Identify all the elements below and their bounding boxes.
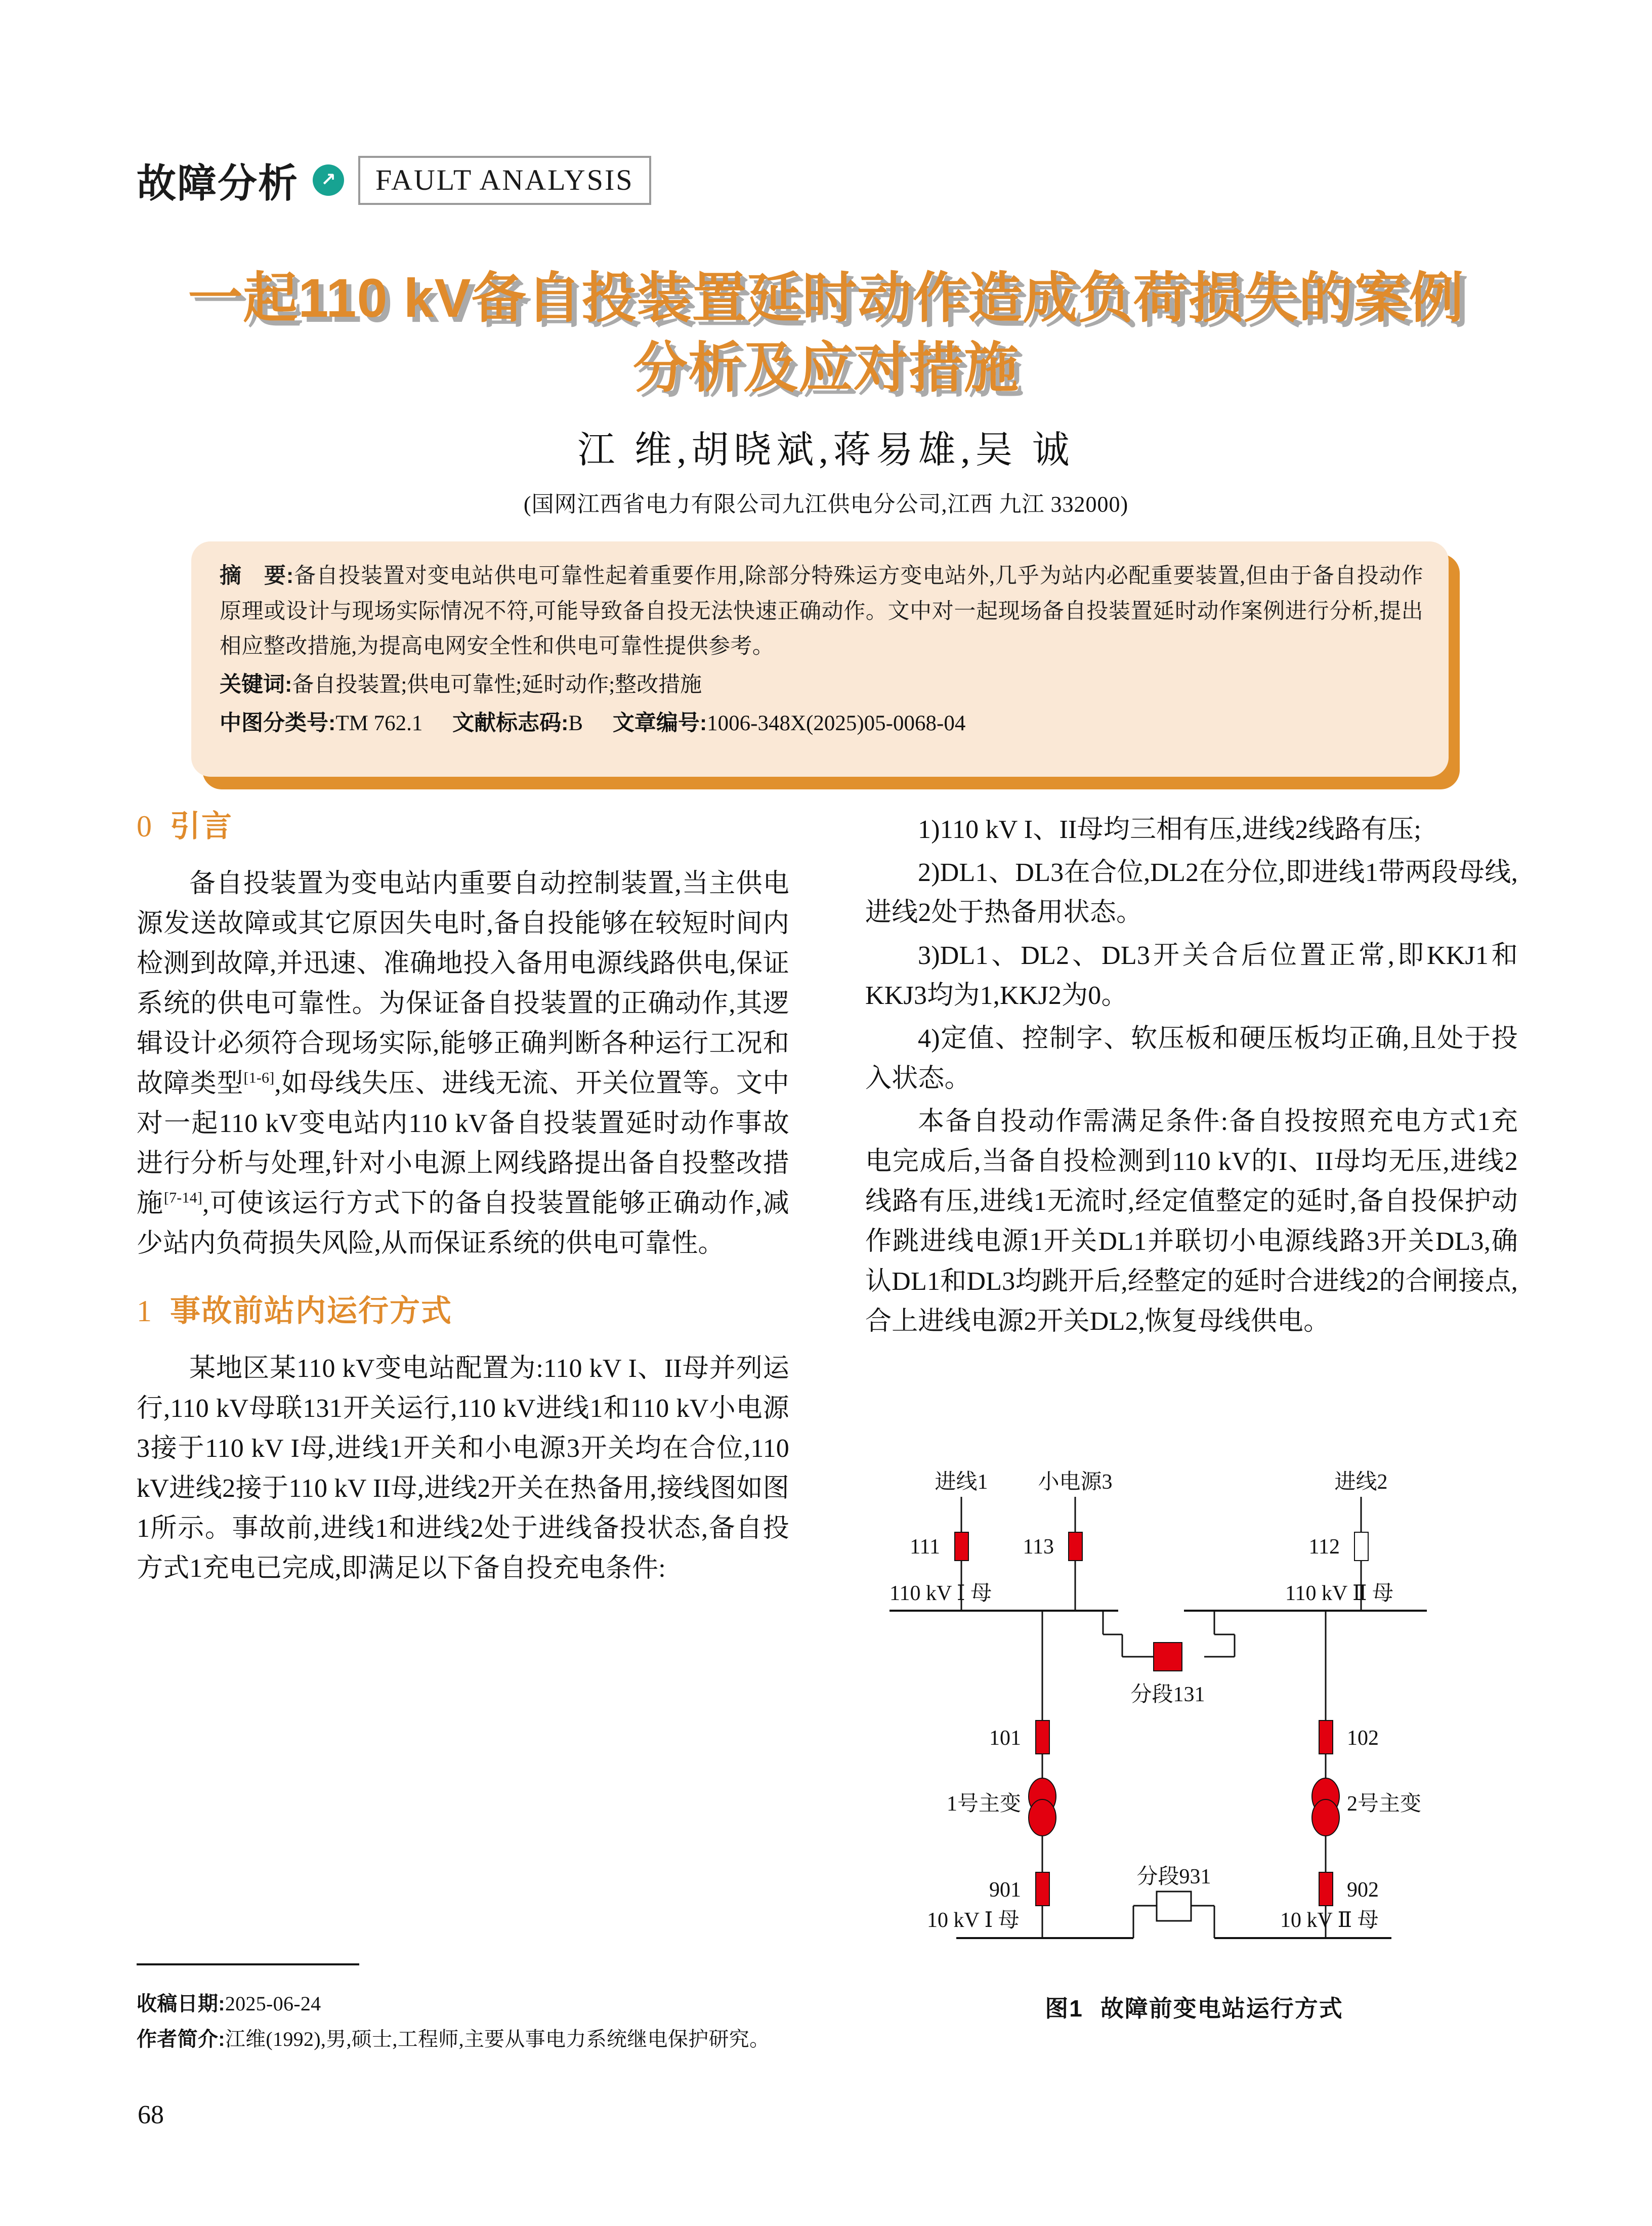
doc-code-value: B xyxy=(568,711,583,735)
section-heading-1 xyxy=(137,1287,789,1330)
received-date xyxy=(137,1989,896,2019)
title-line-1: 一起110 kV备自投装置延时动作造成负荷损失的案例 xyxy=(188,267,1464,328)
condition-item-2: 2)DL1、DL3在合位,DL2在分位,即进线1带两段母线,进线2处于热备用状态。 xyxy=(865,858,1518,928)
section-heading-0 xyxy=(137,802,789,846)
condition-item-3: 3)DL1、DL2、DL3开关合后位置正常,即KKJ1和KKJ3均为1,KKJ2为0。 xyxy=(865,941,1518,1011)
received-date-label: 收稿日期: xyxy=(137,1993,225,2015)
label-bus110-2: 110 kV Ⅱ 母 xyxy=(1285,1582,1394,1605)
label-112: 112 xyxy=(1308,1535,1340,1559)
left-column xyxy=(137,802,789,1592)
breaker-tie-131 xyxy=(1154,1643,1182,1671)
label-feeder1: 进线1 xyxy=(935,1471,988,1494)
citation-ref-1-6: [1-6] xyxy=(243,1069,275,1086)
category-label-en: FAULT ANALYSIS xyxy=(358,156,651,205)
breaker-902 xyxy=(1319,1872,1333,1906)
label-transformer-1: 1号主变 xyxy=(946,1792,1021,1816)
condition-item-1: 1)110 kV I、II母均三相有压,进线2线路有压; xyxy=(918,815,1421,844)
transformer-2-winding-lv xyxy=(1312,1799,1339,1836)
label-bus10-1: 10 kV Ⅰ 母 xyxy=(927,1909,1020,1932)
intro-paragraph xyxy=(137,864,789,1264)
label-small-source3: 小电源3 xyxy=(1038,1471,1113,1494)
footnote-divider xyxy=(137,1963,359,1965)
section-title-0: 引言 xyxy=(170,809,233,843)
arrow-up-right-icon: ↗ xyxy=(313,164,344,196)
keywords-row xyxy=(220,667,1423,703)
citation-ref-7-14: [7-14] xyxy=(163,1189,203,1206)
breaker-113 xyxy=(1069,1532,1082,1561)
label-transformer-2: 2号主变 xyxy=(1347,1792,1422,1816)
page-title xyxy=(0,263,1652,403)
keywords-label: 关键词: xyxy=(220,672,292,697)
operation-paragraph: 本备自投动作需满足条件:备自投按照充电方式1充电完成后,当备自投检测到110 kV的I、II母均无压,进线2线路有压,进线1无流时,经定值整定的延时,备自投保护动作跳进线电源1开关DL1并联切小电源线路3开关DL3,确认DL1和DL3均跳开后,经整定的延时合进线2的合闸接点,合上进线电源2开关DL2,恢复母线供电。 xyxy=(865,1107,1518,1336)
section-number-0: 0 xyxy=(137,810,153,843)
abstract-text: 备自投装置对变电站供电可靠性起着重要作用,除部分特殊运方变电站外,几乎为站内必配重要装置,但由于备自投动作原理或设计与现场实际情况不符,可能导致备自投无法快速正确动作。文中对一起现场备自投装置延时动作案例进行分析,提出相应整改措施,为提高电网安全性和供电可靠性提供参考。 xyxy=(220,564,1423,659)
breaker-101 xyxy=(1036,1720,1049,1754)
label-feeder2: 进线2 xyxy=(1334,1471,1388,1494)
transformer-1-winding-lv xyxy=(1029,1799,1056,1836)
keywords-value: 备自投装置;供电可靠性;延时动作;整改措施 xyxy=(292,673,702,697)
section-number-1: 1 xyxy=(137,1294,153,1328)
breaker-102 xyxy=(1319,1720,1333,1754)
label-101: 101 xyxy=(989,1727,1021,1750)
classification-row xyxy=(220,706,1423,741)
section-title-1: 事故前站内运行方式 xyxy=(170,1294,452,1328)
page-number: 68 xyxy=(138,2101,164,2129)
article-id-label: 文章编号: xyxy=(612,710,707,735)
affiliation: (国网江西省电力有限公司九江供电分公司,江西 九江 332000) xyxy=(523,492,1129,517)
label-113: 113 xyxy=(1023,1535,1054,1559)
breaker-901 xyxy=(1036,1872,1049,1906)
label-902: 902 xyxy=(1347,1878,1379,1902)
section1-paragraph: 某地区某110 kV变电站配置为:110 kV I、II母并列运行,110 kV母联131开关运行,110 kV进线1和110 kV小电源3接于110 kV I母,进线1开关和小电源3开关均在合位,110 kV进线2接于110 kV II母,进线2开关在热备用,接线图如图1所示。事故前,进线1和进线2处于进线备投状态,备自投方式1充电已完成,即满足以下备自投充电条件: xyxy=(137,1354,789,1583)
condition-item-4: 4)定值、控制字、软压板和硬压板均正确,且处于投入状态。 xyxy=(865,1024,1518,1094)
substation-single-line-diagram xyxy=(880,1467,1508,1979)
label-tie931: 分段931 xyxy=(1136,1865,1211,1888)
breaker-tie-931 xyxy=(1157,1892,1191,1921)
clc-value: TM 762.1 xyxy=(335,711,423,735)
running-header xyxy=(137,152,651,208)
doc-code-label: 文献标志码: xyxy=(452,710,569,735)
label-bus110-1: 110 kV Ⅰ 母 xyxy=(889,1582,992,1605)
figure-1 xyxy=(880,1467,1508,2024)
label-111: 111 xyxy=(910,1535,940,1559)
right-column xyxy=(865,810,1518,1345)
article-id-value: 1006-348X(2025)05-0068-04 xyxy=(707,711,966,735)
intro-part-3: ,可使该运行方式下的备自投装置能够正确动作,减少站内负荷损失风险,从而保证系统的供电可靠性。 xyxy=(137,1189,789,1258)
label-901: 901 xyxy=(989,1878,1021,1902)
abstract-body xyxy=(220,559,1423,664)
intro-part-2: ,如母线失压、进线无流、开关位置等。文中对一起110 kV变电站内110 kV备自投装置延时动作事故进行分析与处理,针对小电源上网线路提出备自投整改措施 xyxy=(137,1069,789,1219)
breaker-112 xyxy=(1354,1532,1368,1561)
title-line-2: 分析及应对措施 xyxy=(632,337,1019,399)
breaker-111 xyxy=(955,1532,968,1561)
author-bio-value: 江维(1992),男,硕士,工程师,主要从事电力系统继电保护研究。 xyxy=(225,2028,770,2050)
abstract-label: 摘 要: xyxy=(220,564,294,588)
author-bio-label: 作者简介: xyxy=(137,2028,225,2050)
received-date-value: 2025-06-24 xyxy=(225,1992,321,2015)
figure-caption-text: 故障前变电站运行方式 xyxy=(1100,1995,1343,2022)
label-bus10-2: 10 kV Ⅱ 母 xyxy=(1280,1909,1379,1932)
figure-caption-number: 图1 xyxy=(1045,1995,1083,2022)
author-bio xyxy=(137,2024,926,2054)
category-label-cn: 故障分析 xyxy=(137,161,299,205)
label-102: 102 xyxy=(1347,1727,1379,1750)
author-list: 江 维,胡晓斌,蒋易雄,吴 诚 xyxy=(577,430,1075,471)
figure-caption xyxy=(880,1990,1508,2024)
intro-part-1: 备自投装置为变电站内重要自动控制装置,当主供电源发送故障或其它原因失电时,备自投能够在较短时间内检测到故障,并迅速、准确地投入备用电源线路供电,保证系统的供电可靠性。为保证备自投装置的正确动作,其逻辑设计必须符合现场实际,能够正确判断各种运行工况和故障类型 xyxy=(137,869,789,1099)
abstract-card xyxy=(191,541,1449,777)
label-tie131: 分段131 xyxy=(1130,1683,1205,1706)
clc-label: 中图分类号: xyxy=(220,710,336,735)
